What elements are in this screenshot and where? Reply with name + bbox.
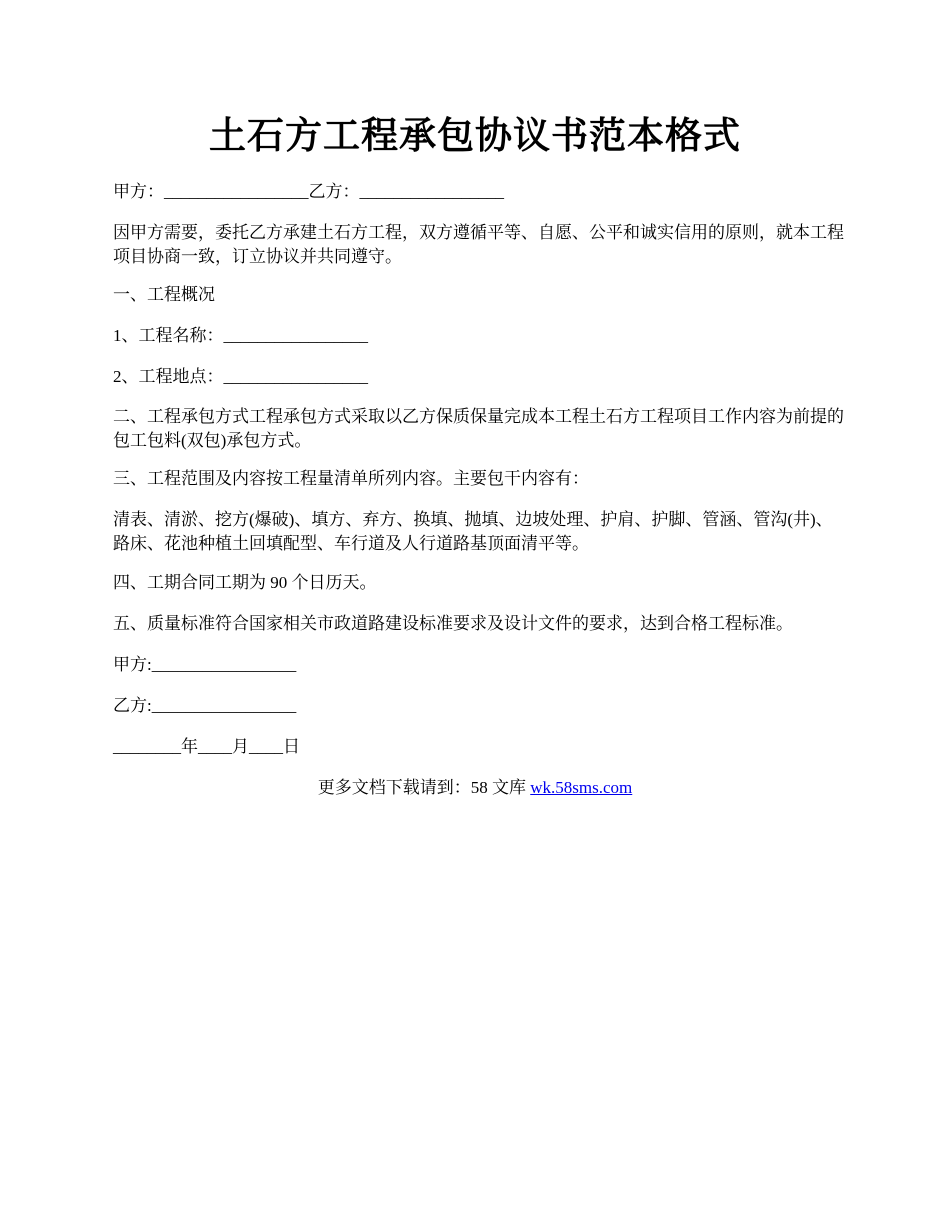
section-3-paragraph: 三、工程范围及内容按工程量清单所列内容。主要包干内容有： (113, 469, 589, 488)
scope-paragraph: 清表、清淤、挖方(爆破)、填方、弃方、换填、抛填、边坡处理、护肩、护脚、管涵、管沟(井)、路床、花池种植土回填配型、车行道及人行道路基顶面清平等。 (113, 510, 833, 553)
download-footer (0, 776, 950, 800)
party-a-signature: 甲方:_________________ (113, 655, 297, 674)
document-title: 土石方工程承包协议书范本格式 (209, 116, 741, 157)
section-5-paragraph: 五、质量标准符合国家相关市政道路建设标准要求及设计文件的要求，达到合格工程标准。 (113, 614, 793, 633)
project-location-field: 2、工程地点：_________________ (113, 367, 368, 386)
footer-prefix: 更多文档下载请到：58 文库 (317, 778, 531, 797)
section-1-heading: 一、工程概况 (113, 285, 215, 304)
section-2-paragraph: 二、工程承包方式工程承包方式采取以乙方保质保量完成本工程土石方工程项目工作内容为前提的包工包料(双包)承包方式。 (113, 407, 844, 450)
footer-link[interactable]: wk.58sms.com (530, 778, 633, 797)
project-name-field: 1、工程名称：_________________ (113, 326, 368, 345)
party-b-signature: 乙方:_________________ (113, 696, 297, 715)
section-4-paragraph: 四、工期合同工期为 90 个日历天。 (113, 573, 377, 592)
date-line: ________年____月____日 (113, 737, 300, 756)
intro-paragraph: 因甲方需要，委托乙方承建土石方工程，双方遵循平等、自愿、公平和诚实信用的原则，就本工程项目协商一致，订立协议并共同遵守。 (113, 223, 844, 266)
parties-line: 甲方：_________________乙方：_________________ (113, 182, 504, 201)
